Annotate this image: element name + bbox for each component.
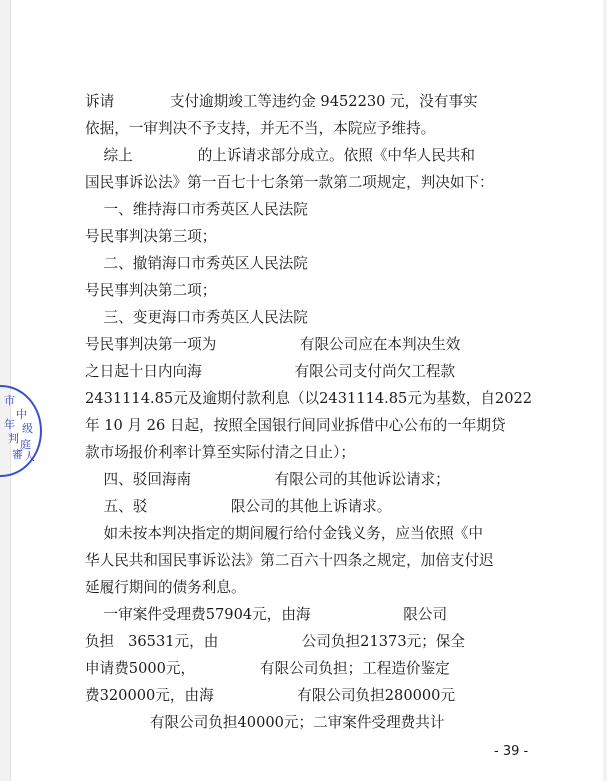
seal-char: 年: [4, 418, 15, 431]
seal-char: 庭: [20, 438, 31, 451]
text-line: 2431114.85元及逾期付款利息（以2431114.85元为基数，自2022: [85, 390, 533, 407]
text-line: 年 10 月 26 日起，按照全国银行间同业拆借中心公布的一年期贷: [85, 417, 506, 434]
text-line: 有限公司负担40000元；二审案件受理费共计: [85, 714, 445, 731]
text-line: 之日起十日内向海 有限公司支付尚欠工程款: [85, 363, 456, 380]
text-line: 国民事诉讼法》第一百七十七条第一款第二项规定，判决如下：: [85, 174, 494, 191]
text-line: 申请费5000元， 有限公司负担；工程造价鉴定: [85, 660, 450, 677]
text-line: 延履行期间的债务利息。: [85, 579, 246, 596]
text-line: 四、驳回海南 有限公司的其他诉讼请求；: [85, 471, 450, 488]
text-line: 诉请 支付逾期竣工等违约金 9452230 元，没有事实: [85, 93, 478, 110]
text-line: 二、撤销海口市秀英区人民法院: [85, 255, 308, 272]
text-line: 五、驳 限公司的其他上诉请求。: [85, 498, 392, 515]
text-line: 号民事判决第一项为 有限公司应在本判决生效: [85, 336, 461, 353]
seal-char: 判: [8, 432, 19, 445]
text-line: 款市场报价利率计算至实际付清之日止）；: [85, 444, 355, 461]
text-line: 一、维持海口市秀英区人民法院: [85, 201, 308, 218]
seal-char: 審: [12, 448, 23, 461]
text-line: 号民事判决第二项；: [85, 282, 217, 299]
text-line: 一审案件受理费57904元，由海 限公司: [85, 606, 448, 623]
text-line: 负担 36531元，由 公司负担21373元；保全: [85, 633, 465, 650]
text-line: 费320000元，由海 有限公司负担280000元: [85, 687, 456, 704]
seal-char: 中: [16, 408, 27, 421]
court-seal-stamp: [0, 385, 44, 480]
text-line: 综上 的上诉请求部分成立。依照《中华人民共和: [85, 147, 475, 164]
document-page: [10, 0, 603, 781]
seal-char: 级: [22, 422, 33, 435]
seal-char: 人: [24, 450, 35, 463]
text-line: 如未按本判决指定的期间履行给付金钱义务，应当依照《中: [85, 525, 483, 542]
text-line: 华人民共和国民事诉讼法》第二百六十四条之规定，加倍支付迟: [85, 552, 494, 569]
text-line: 三、变更海口市秀英区人民法院: [85, 309, 308, 326]
text-line: 依据，一审判决不予支持，并无不当，本院应予维持。: [85, 120, 436, 137]
page-number: - 39 -: [494, 744, 529, 759]
seal-char: 市: [4, 394, 15, 407]
text-line: 号民事判决第三项；: [85, 228, 217, 245]
